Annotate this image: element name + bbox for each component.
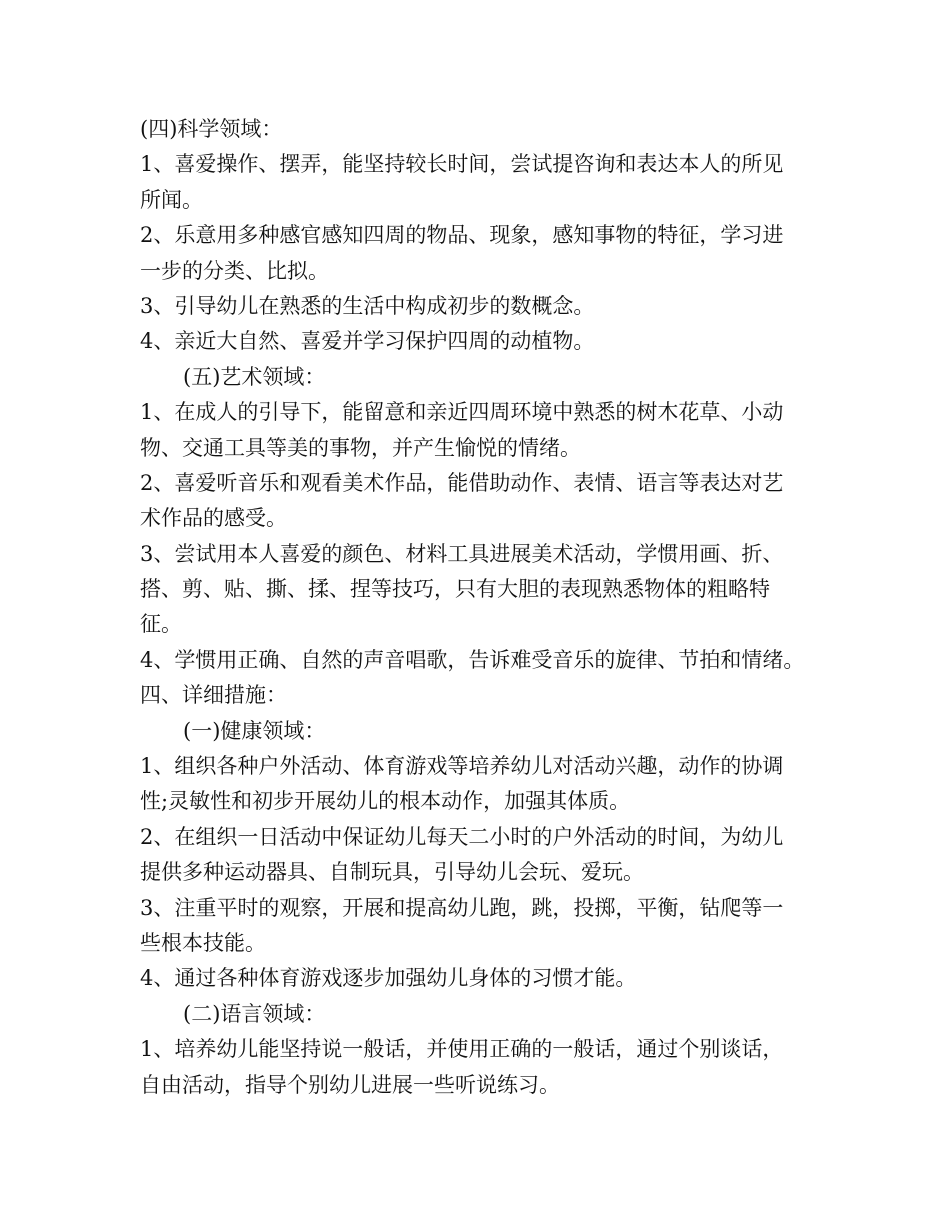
paragraph-line: 1、组织各种户外活动、体育游戏等培养幼儿对活动兴趣，动作的协调 <box>140 754 784 779</box>
section-heading-art: (五)艺术领域： <box>183 364 326 389</box>
paragraph-line: 搭、剪、贴、撕、揉、捏等技巧，只有大胆的表现熟悉物体的粗略特 <box>140 577 770 602</box>
paragraph-line: 1、培养幼儿能坚持说一般话，并使用正确的一般话，通过个别谈话， <box>140 1037 784 1062</box>
paragraph-line: 提供多种运动器具、自制玩具，引导幼儿会玩、爱玩。 <box>140 860 644 885</box>
section-heading-measures: 四、详细措施： <box>140 683 287 708</box>
paragraph-line: 性;灵敏性和初步开展幼儿的根本动作，加强其体质。 <box>140 789 631 814</box>
paragraph-line: 2、喜爱听音乐和观看美术作品，能借助动作、表情、语言等表达对艺 <box>140 470 784 495</box>
paragraph-line: 4、亲近大自然、喜爱并学习保护四周的动植物。 <box>140 329 595 354</box>
paragraph-line: 1、喜爱操作、摆弄，能坚持较长时间，尝试提咨询和表达本人的所见 <box>140 152 784 177</box>
paragraph-line: 一步的分类、比拟。 <box>140 258 329 283</box>
paragraph-line: 所闻。 <box>140 187 203 212</box>
paragraph-line: 1、在成人的引导下，能留意和亲近四周环境中熟悉的树木花草、小动 <box>140 400 784 425</box>
paragraph-line: 3、引导幼儿在熟悉的生活中构成初步的数概念。 <box>140 293 595 318</box>
paragraph-line: 4、通过各种体育游戏逐步加强幼儿身体的习惯才能。 <box>140 966 637 991</box>
paragraph-line: 术作品的感受。 <box>140 506 287 531</box>
paragraph-line: 些根本技能。 <box>140 930 266 955</box>
section-heading-science: (四)科学领域： <box>140 117 283 141</box>
paragraph-line: 自由活动，指导个别幼儿进展一些听说练习。 <box>140 1072 560 1097</box>
document-body <box>140 112 820 1103</box>
paragraph-line: 物、交通工具等美的事物，并产生愉悦的情绪。 <box>140 435 581 460</box>
paragraph-line: 3、尝试用本人喜爱的颜色、材料工具进展美术活动，学惯用画、折、 <box>140 541 784 566</box>
paragraph-line: 2、在组织一日活动中保证幼儿每天二小时的户外活动的时间，为幼儿 <box>140 824 784 849</box>
section-heading-language: (二)语言领域： <box>183 1001 326 1026</box>
paragraph-line: 征。 <box>140 612 182 637</box>
section-heading-health: (一)健康领域： <box>183 718 326 743</box>
paragraph-line: 4、学惯用正确、自然的声音唱歌，告诉难受音乐的旋律、节拍和情绪。 <box>140 647 805 672</box>
paragraph-line: 3、注重平时的观察，开展和提高幼儿跑，跳，投掷，平衡，钻爬等一 <box>140 895 784 920</box>
paragraph-line: 2、乐意用多种感官感知四周的物品、现象，感知事物的特征，学习进 <box>140 223 784 248</box>
